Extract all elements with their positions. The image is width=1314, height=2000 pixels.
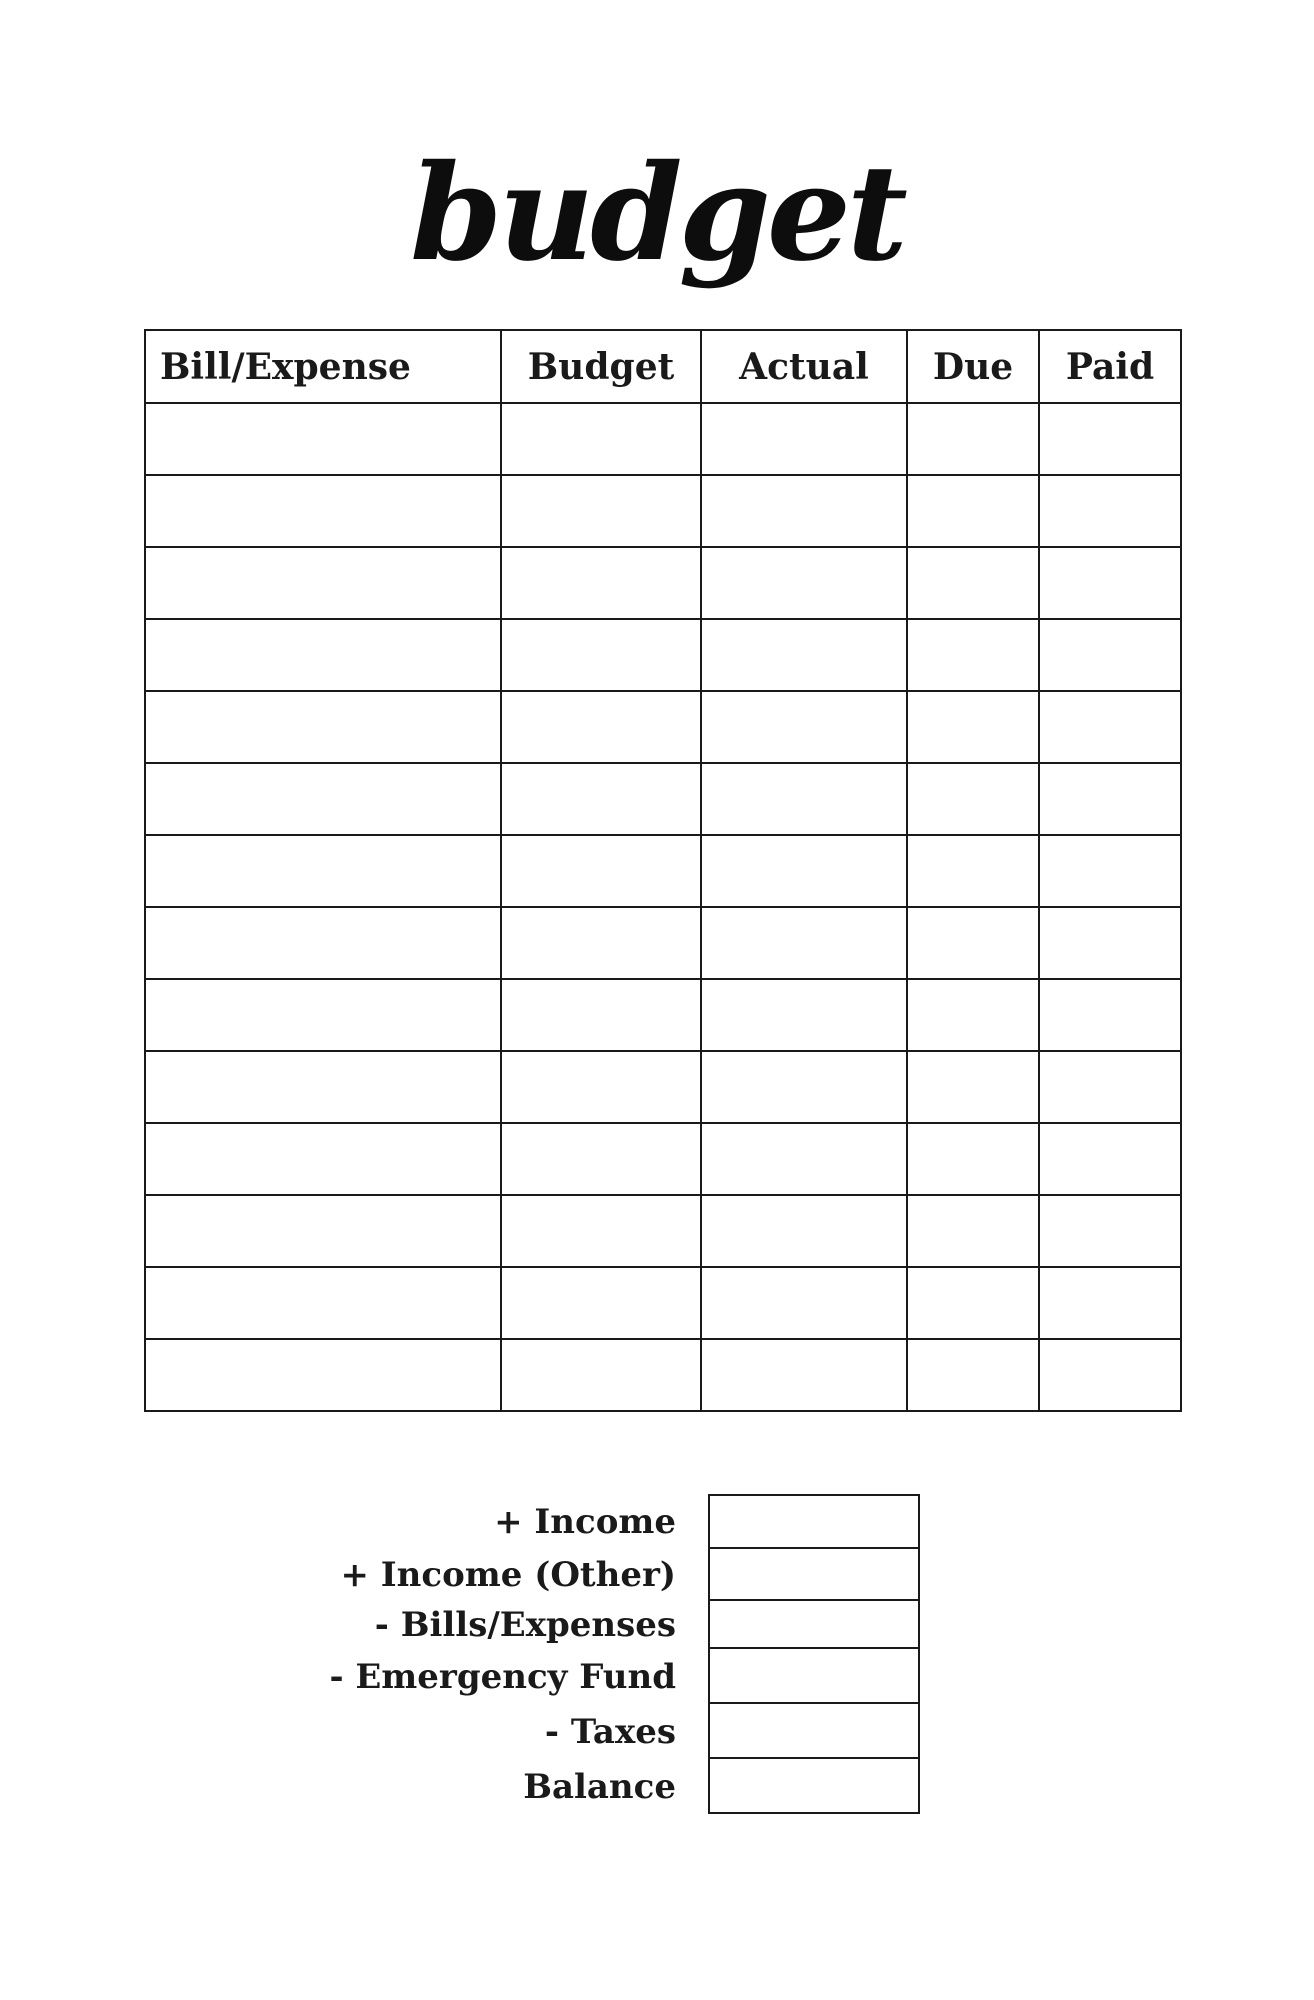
balance-field[interactable] (708, 1759, 920, 1814)
cell-due[interactable] (907, 547, 1039, 619)
cell-actual[interactable] (701, 475, 907, 547)
cell-paid[interactable] (1039, 475, 1181, 547)
taxes-field[interactable] (708, 1704, 920, 1759)
cell-actual[interactable] (701, 907, 907, 979)
budget-table (144, 329, 1182, 1412)
cell-due[interactable] (907, 763, 1039, 835)
table-row (145, 907, 1181, 979)
income-other-label: + Income (Other) (340, 1555, 676, 1595)
cell-actual[interactable] (701, 547, 907, 619)
cell-paid[interactable] (1039, 1051, 1181, 1123)
summary-row-income-other (300, 1549, 955, 1601)
cell-due[interactable] (907, 619, 1039, 691)
cell-bill-expense[interactable] (145, 619, 501, 691)
cell-due[interactable] (907, 475, 1039, 547)
cell-actual[interactable] (701, 979, 907, 1051)
header-budget: Budget (501, 330, 701, 403)
cell-due[interactable] (907, 1123, 1039, 1195)
cell-budget[interactable] (501, 979, 701, 1051)
cell-bill-expense[interactable] (145, 475, 501, 547)
cell-budget[interactable] (501, 403, 701, 475)
cell-paid[interactable] (1039, 619, 1181, 691)
cell-paid[interactable] (1039, 691, 1181, 763)
header-bill-expense: Bill/Expense (145, 330, 501, 403)
cell-bill-expense[interactable] (145, 691, 501, 763)
cell-due[interactable] (907, 1195, 1039, 1267)
cell-actual[interactable] (701, 1339, 907, 1411)
cell-bill-expense[interactable] (145, 1051, 501, 1123)
table-row (145, 835, 1181, 907)
cell-actual[interactable] (701, 1051, 907, 1123)
emergency-fund-field[interactable] (708, 1649, 920, 1704)
cell-paid[interactable] (1039, 1339, 1181, 1411)
cell-due[interactable] (907, 979, 1039, 1051)
cell-paid[interactable] (1039, 1123, 1181, 1195)
emergency-fund-label: - Emergency Fund (329, 1656, 676, 1697)
cell-due[interactable] (907, 1339, 1039, 1411)
table-row (145, 691, 1181, 763)
table-row (145, 547, 1181, 619)
summary-row-emergency (300, 1649, 955, 1704)
table-row (145, 979, 1181, 1051)
cell-bill-expense[interactable] (145, 907, 501, 979)
summary-section (300, 1494, 955, 1814)
cell-due[interactable] (907, 1267, 1039, 1339)
cell-bill-expense[interactable] (145, 1123, 501, 1195)
cell-due[interactable] (907, 835, 1039, 907)
cell-budget[interactable] (501, 763, 701, 835)
cell-paid[interactable] (1039, 547, 1181, 619)
page-title: budget (410, 136, 904, 291)
cell-budget[interactable] (501, 1051, 701, 1123)
cell-budget[interactable] (501, 1195, 701, 1267)
header-due: Due (907, 330, 1039, 403)
cell-actual[interactable] (701, 403, 907, 475)
table-row (145, 619, 1181, 691)
cell-bill-expense[interactable] (145, 1267, 501, 1339)
cell-paid[interactable] (1039, 403, 1181, 475)
table-row (145, 403, 1181, 475)
cell-budget[interactable] (501, 1339, 701, 1411)
cell-actual[interactable] (701, 1195, 907, 1267)
summary-row-balance (300, 1759, 955, 1814)
header-paid: Paid (1039, 330, 1181, 403)
cell-bill-expense[interactable] (145, 763, 501, 835)
cell-actual[interactable] (701, 1123, 907, 1195)
table-row (145, 1123, 1181, 1195)
bills-expenses-field[interactable] (708, 1601, 920, 1649)
cell-paid[interactable] (1039, 979, 1181, 1051)
table-row (145, 1051, 1181, 1123)
cell-actual[interactable] (701, 1267, 907, 1339)
cell-budget[interactable] (501, 1123, 701, 1195)
table-header-row (145, 330, 1181, 403)
cell-paid[interactable] (1039, 1267, 1181, 1339)
income-field[interactable] (708, 1494, 920, 1549)
cell-actual[interactable] (701, 619, 907, 691)
table-row (145, 1195, 1181, 1267)
cell-budget[interactable] (501, 691, 701, 763)
table-row (145, 475, 1181, 547)
cell-bill-expense[interactable] (145, 403, 501, 475)
header-actual: Actual (701, 330, 907, 403)
cell-budget[interactable] (501, 907, 701, 979)
summary-row-taxes (300, 1704, 955, 1759)
summary-row-bills (300, 1601, 955, 1649)
cell-bill-expense[interactable] (145, 547, 501, 619)
cell-paid[interactable] (1039, 907, 1181, 979)
cell-bill-expense[interactable] (145, 1195, 501, 1267)
cell-bill-expense[interactable] (145, 979, 501, 1051)
cell-actual[interactable] (701, 691, 907, 763)
summary-row-income (300, 1494, 955, 1549)
cell-actual[interactable] (701, 835, 907, 907)
cell-actual[interactable] (701, 763, 907, 835)
cell-paid[interactable] (1039, 1195, 1181, 1267)
cell-bill-expense[interactable] (145, 1339, 501, 1411)
cell-budget[interactable] (501, 619, 701, 691)
cell-due[interactable] (907, 1051, 1039, 1123)
bills-expenses-label: - Bills/Expenses (374, 1605, 676, 1645)
cell-paid[interactable] (1039, 763, 1181, 835)
income-other-field[interactable] (708, 1549, 920, 1601)
cell-budget[interactable] (501, 1267, 701, 1339)
cell-due[interactable] (907, 403, 1039, 475)
cell-due[interactable] (907, 907, 1039, 979)
cell-budget[interactable] (501, 835, 701, 907)
cell-budget[interactable] (501, 475, 701, 547)
table-row (145, 763, 1181, 835)
balance-label: Balance (523, 1766, 676, 1807)
taxes-label: - Taxes (544, 1711, 676, 1752)
table-row (145, 1339, 1181, 1411)
table-row (145, 1267, 1181, 1339)
income-label: + Income (494, 1501, 676, 1542)
cell-paid[interactable] (1039, 835, 1181, 907)
cell-due[interactable] (907, 691, 1039, 763)
cell-bill-expense[interactable] (145, 835, 501, 907)
cell-budget[interactable] (501, 547, 701, 619)
